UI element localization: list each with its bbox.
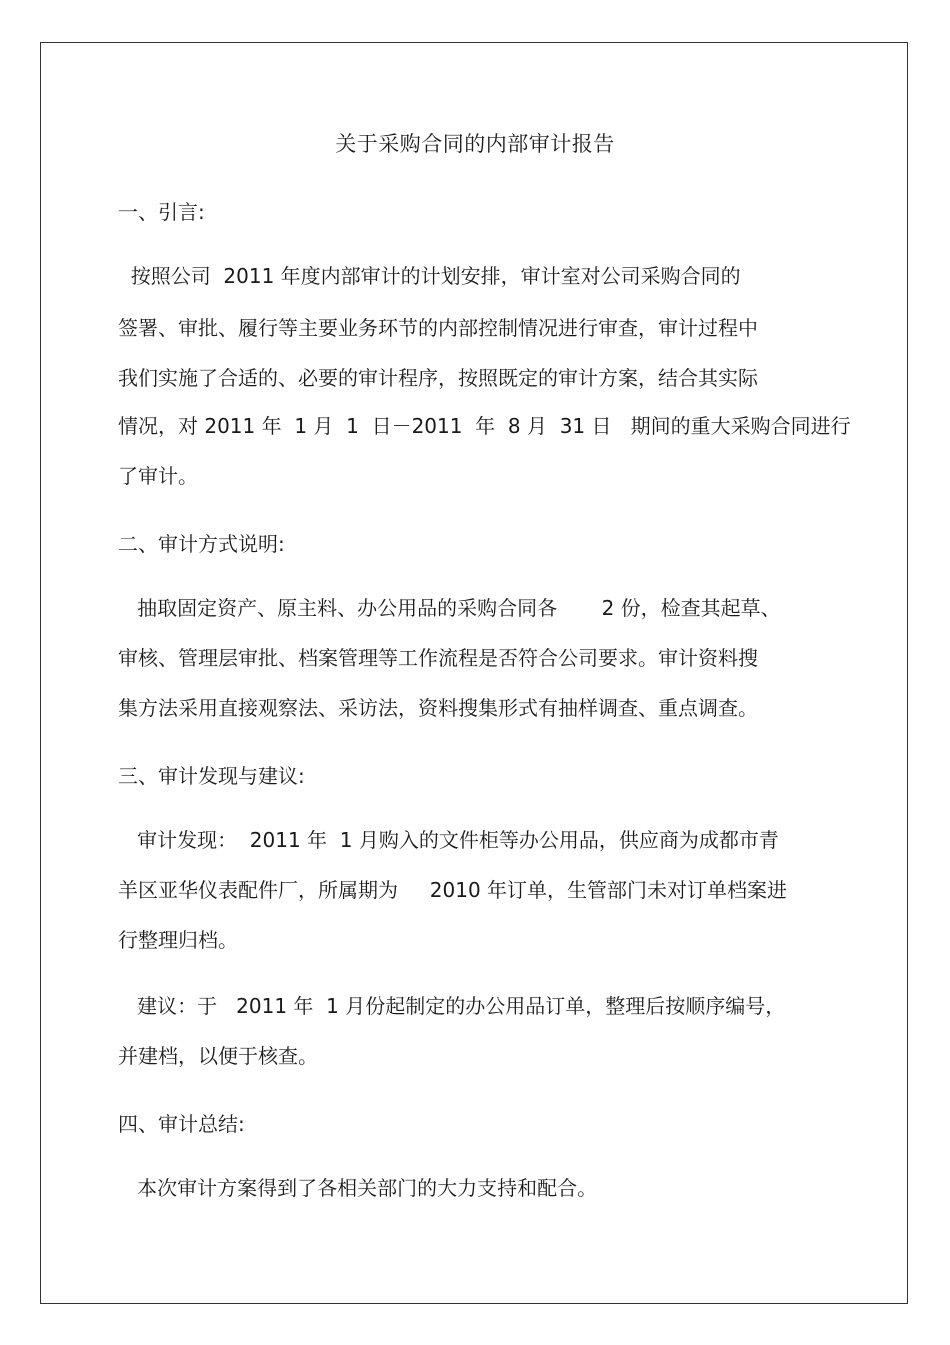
paragraph-line: 抽取固定资产、原主料、办公用品的采购合同各 2 份，检查其起草、 <box>118 596 781 620</box>
section-heading-introduction: 一、引言: <box>118 200 205 224</box>
paragraph-line: 了审计。 <box>118 464 198 488</box>
paragraph-line: 情况，对 2011 年 1 月 1 日－2011 年 8 月 31 日 期间的重大采购合同进行 <box>118 414 851 438</box>
section-heading-audit-method: 二、审计方式说明: <box>118 532 285 556</box>
paragraph-line: 按照公司 2011 年度内部审计的计划安排，审计室对公司采购合同的 <box>118 264 741 288</box>
paragraph-line: 审核、管理层审批、档案管理等工作流程是否符合公司要求。审计资料搜 <box>118 646 758 670</box>
section-heading-summary: 四、审计总结: <box>118 1112 245 1136</box>
paragraph-line: 我们实施了合适的、必要的审计程序，按照既定的审计方案，结合其实际 <box>118 366 758 390</box>
paragraph-line: 羊区亚华仪表配件厂，所属期为 2010 年订单，生管部门未对订单档案进 <box>118 878 788 902</box>
paragraph-line: 集方法采用直接观察法、采访法，资料搜集形式有抽样调查、重点调查。 <box>118 696 758 720</box>
paragraph-line: 建议：于 2011 年 1 月份起制定的办公用品订单，整理后按顺序编号， <box>118 994 786 1018</box>
paragraph-line: 行整理归档。 <box>118 928 238 952</box>
document-title: 关于采购合同的内部审计报告 <box>335 132 615 156</box>
paragraph-line: 并建档，以便于核查。 <box>118 1044 318 1068</box>
paragraph-line: 签署、审批、履行等主要业务环节的内部控制情况进行审查，审计过程中 <box>118 316 758 340</box>
paragraph-line: 审计发现： 2011 年 1 月购入的文件柜等办公用品，供应商为成都市青 <box>118 828 779 852</box>
section-heading-findings: 三、审计发现与建议: <box>118 764 305 788</box>
paragraph-line: 本次审计方案得到了各相关部门的大力支持和配合。 <box>118 1176 598 1200</box>
